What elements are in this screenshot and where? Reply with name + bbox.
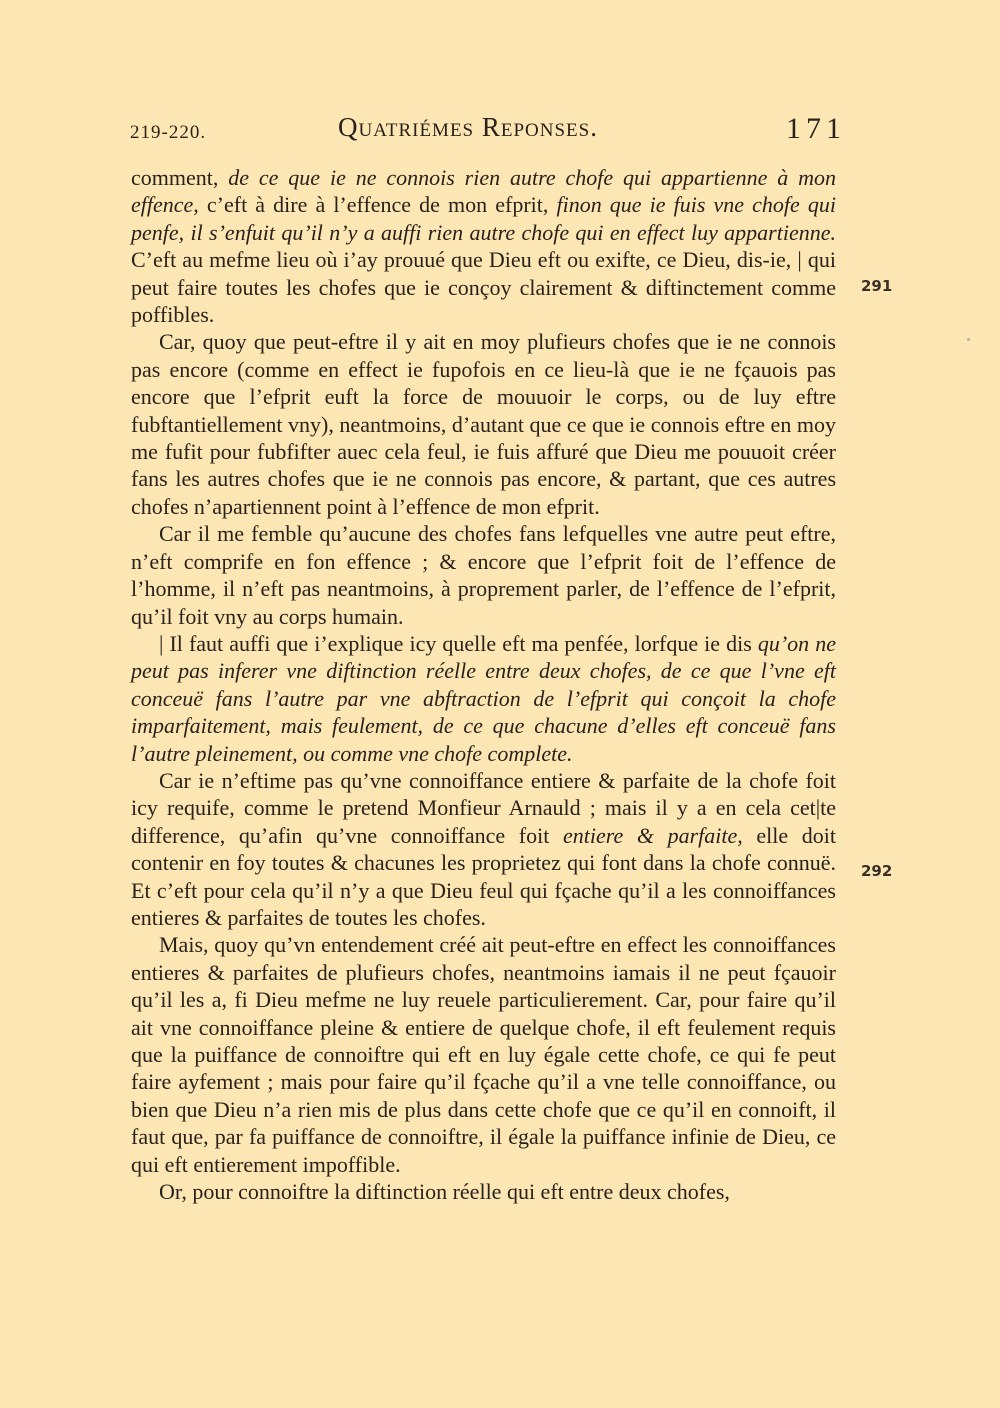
paper-speck xyxy=(967,338,970,341)
section-title: Quatriémes Reponses. xyxy=(338,112,598,142)
text-run: Car, quoy que peut-eftre il y ait en moy plufieurs chofes que ie ne connois pas encore (comme en effect ie fupofois en ce lieu-là que ie ne fçauois pas encore que l’efprit euft la force de mouuoir le corps, ou de luy eftre fubftantiellement vny), neantmoins, d’autant que ce que ie connois eftre en moy me fufit pour fubfifter auec cela feul, ie fuis affuré que Dieu me pouuoit créer fans les autres chofes que ie ne connois pas encore, & partant, que ces autres chofes n’apartiennent point à l’effence de mon efprit. xyxy=(131,329,836,519)
text-run: Mais, quoy qu’vn entendement créé ait peut-eftre en effect les connoiffances entieres & parfaites de plufieurs chofes, neantmoins iamais il ne peut fçauoir qu’il les a, fi Dieu mefme ne luy reuele particulierement. Car, pour faire qu’il ait vne connoiffance pleine & entiere de quelque chofe, il eft feulement requis que la puiffance de connoiftre qui eft en luy égale cette chofe, ce qui fe peut faire ayfement ; mais pour faire qu’il fçache qu’il a vne telle connoiffance, ou bien que Dieu n’a rien mis de plus dans cette chofe que ce qu’il en connoift, il faut que, par fa puiffance de connoiftre, il égale la puiffance infinie de Dieu, ce qui eft entierement impoffible. xyxy=(131,932,836,1177)
paragraph xyxy=(131,1178,836,1205)
folio-number: 171 xyxy=(786,112,846,145)
paragraph xyxy=(131,164,836,328)
paragraph xyxy=(131,520,836,630)
italic-text: finon que ie fuis vne chofe qui penfe, il s’enfuit qu’il n’y a auffi rien autre chofe qui en effect luy appartienne. xyxy=(131,192,837,245)
running-head xyxy=(0,112,1000,148)
paragraph xyxy=(131,767,836,931)
text-run: | Il faut auffi que i’explique icy quelle eft ma penfée, lorfque ie dis xyxy=(159,630,758,656)
text-run: elle doit contenir en foy toutes & chacunes les proprietez qui font dans la chofe connuë. Et c’eft pour cela qu’il n’y a que Dieu feul qui fçache qu’il a les connoiffances entieres & parfaites de toutes les chofes. xyxy=(131,822,836,930)
text-run: comment, xyxy=(131,165,229,190)
paragraph xyxy=(131,931,836,1178)
italic-text: de ce que ie ne connois rien autre chofe qui appartienne à mon effence, xyxy=(131,165,836,218)
text-run: Car il me femble qu’aucune des chofes fans lefquelles vne autre peut eftre, n’eft comprife en fon effence ; & encore que l’efprit foit de l’effence de l’homme, il n’eft pas neantmoins, à proprement parler, de l’effence de l’efprit, qu’il foit vny au corps humain. xyxy=(131,521,836,629)
text-run: C’eft au mefme lieu où i’ay prouué que Dieu eft ou exifte, ce Dieu, dis-ie, | qui peut faire toutes les chofes que ie conçoy clairement & diftinctement comme poffibles. xyxy=(131,247,836,328)
margin-reference-292: 292 xyxy=(861,862,893,880)
text-run: c’eft à dire à l’effence de mon efprit, xyxy=(198,192,557,218)
italic-text: qu’on ne peut pas inferer vne diftinction réelle entre deux chofes, de ce que l’vne eft conceuë fans l’autre par vne abftraction de l’efprit qui conçoit la chofe imparfaitement, mais feulement, de ce que chacune d’elles eft conceuë fans l’autre pleinement, ou comme vne chofe complete. xyxy=(131,630,837,766)
text-run: Or, pour connoiftre la diftinction réelle qui eft entre deux chofes, xyxy=(159,1179,730,1205)
paragraph xyxy=(131,328,836,520)
paragraph xyxy=(131,630,836,767)
italic-text: entiere & parfaite, xyxy=(562,822,743,848)
text-run: Car ie n’eftime pas qu’vne connoiffance entiere & parfaite de la chofe foit icy requife, comme le pretend Monfieur Arnauld ; mais il y a en cela cet|te difference, qu’afin qu’vne connoiffance foit xyxy=(131,767,836,848)
margin-reference-291: 291 xyxy=(861,277,893,295)
body-text xyxy=(131,164,836,1205)
page-range: 219-220. xyxy=(130,122,207,143)
